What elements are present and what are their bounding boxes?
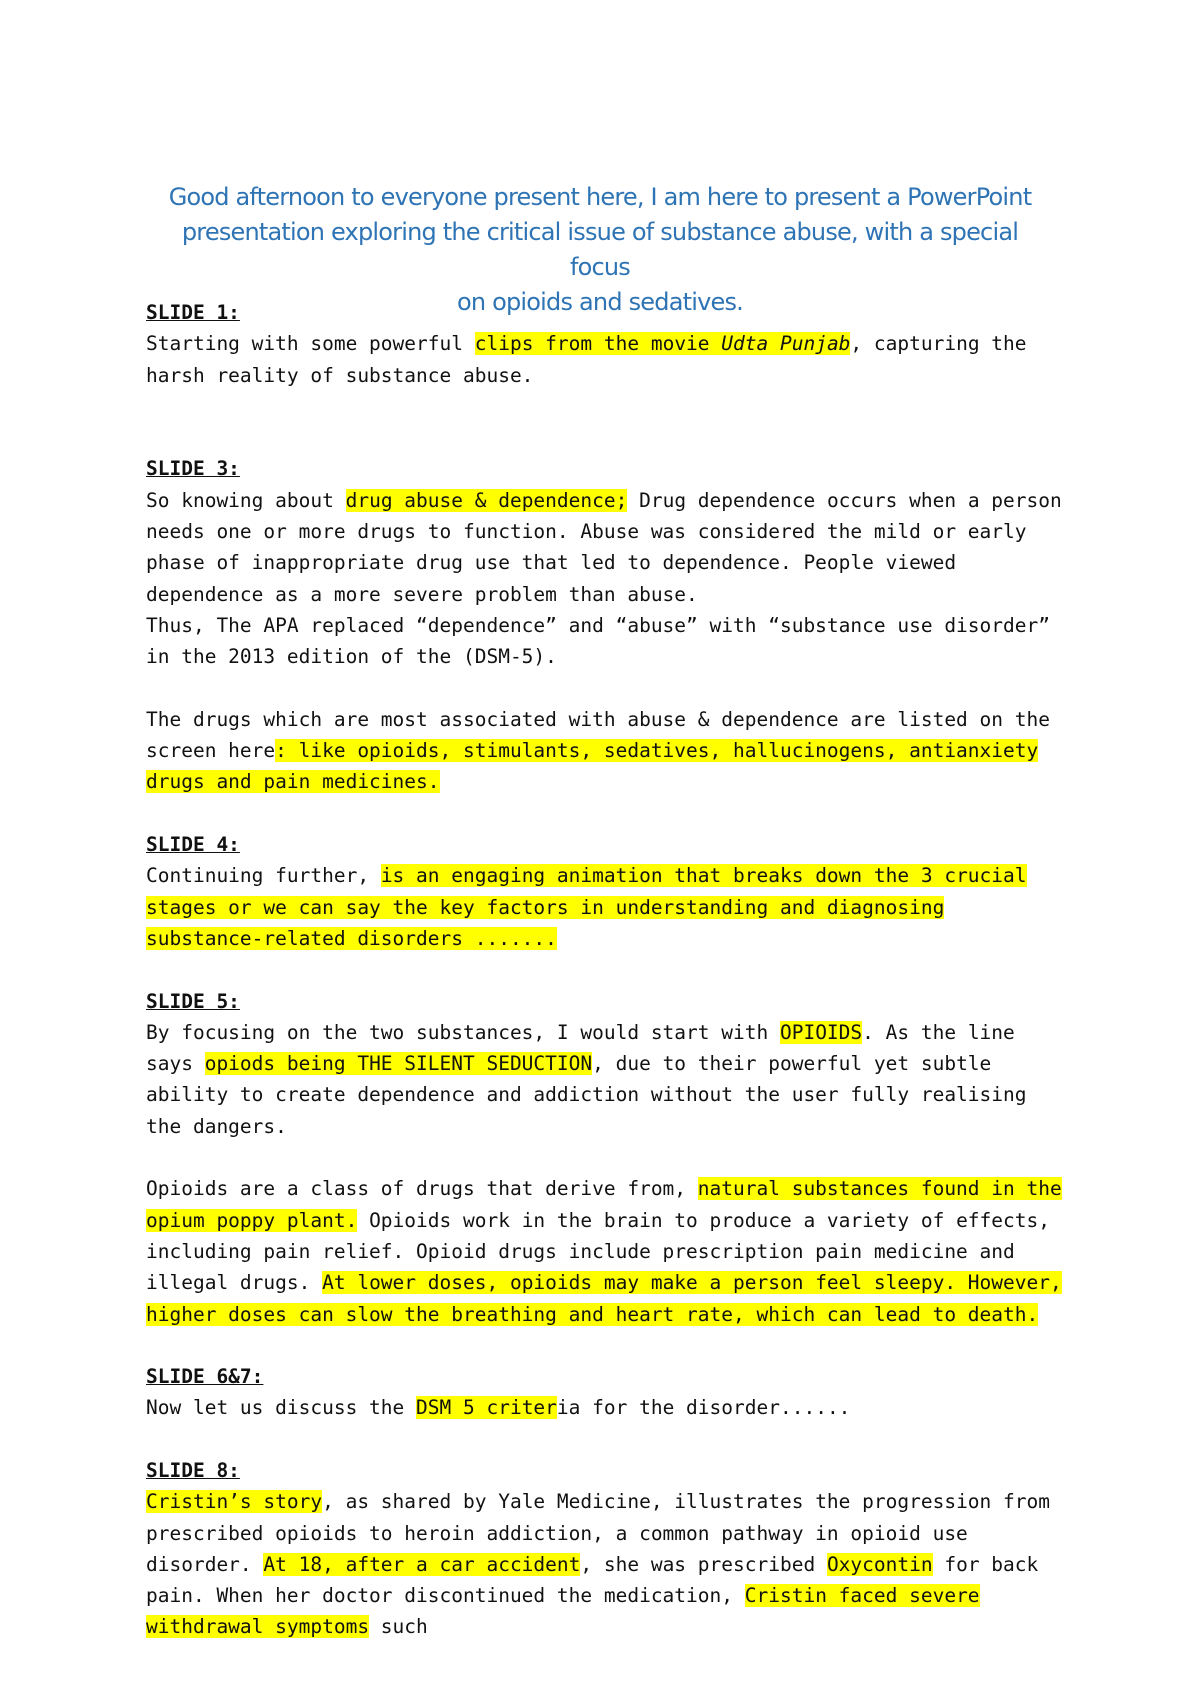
highlighted-text: Cristin’s story <box>146 1490 323 1514</box>
text-run: The drugs which are most associated with abuse & dependence are listed on the screen here <box>146 707 1050 763</box>
text-run: By focusing on the two substances, I would start with <box>146 1020 780 1044</box>
paragraph-spacer <box>146 673 1066 704</box>
intro-line: presentation exploring the critical issue of substance abuse, with a special focus <box>181 218 1019 281</box>
text-run: ia for the disorder...... <box>556 1396 851 1420</box>
paragraph <box>146 610 1066 673</box>
text-run: So knowing about <box>146 488 346 512</box>
text-run: , as shared by Yale Medicine, illustrates the progression from prescribed opioids to heroin addiction, a common pathway in opioid use disorder. <box>146 1490 1050 1576</box>
document-body <box>146 297 1066 1643</box>
section-spacer <box>146 1424 1066 1455</box>
text-run: , she was prescribed <box>580 1552 827 1576</box>
section-spacer <box>146 1330 1066 1361</box>
text-run: Now let us discuss the <box>146 1396 417 1420</box>
slide-section <box>146 1361 1066 1424</box>
text-run: such <box>369 1615 428 1639</box>
intro-line: Good afternoon to everyone present here, I am here to present a PowerPoint <box>168 183 1032 211</box>
text-run: Starting with some powerful <box>146 332 475 356</box>
section-spacer <box>146 391 1066 454</box>
slide-section <box>146 297 1066 391</box>
highlighted-text: opiods being THE SILENT SEDUCTION <box>204 1052 593 1076</box>
highlighted-text: Udta Punjab <box>721 332 851 356</box>
paragraph <box>146 1392 1066 1423</box>
paragraph <box>146 860 1066 954</box>
highlighted-text: At 18, after a car accident <box>263 1552 581 1576</box>
paragraph <box>146 485 1066 610</box>
highlighted-text: is an engaging animation that breaks down the 3 crucial stages or we can say the key factors in understanding and diagnosing substance-related disorders ....... <box>146 864 1027 950</box>
slide-heading: SLIDE 1: <box>146 301 240 324</box>
text-run: for back pain. When her doctor discontinued the medication, <box>146 1552 1039 1608</box>
paragraph-spacer <box>146 1142 1066 1173</box>
text-run: , capturing the harsh reality of substance abuse. <box>146 332 1027 387</box>
text-run: Opioids are a class of drugs that derive from, <box>146 1177 698 1201</box>
slide-heading: SLIDE 4: <box>146 833 240 857</box>
slide-heading: SLIDE 6&7: <box>146 1365 264 1389</box>
slide-section <box>146 453 1066 797</box>
paragraph <box>146 1173 1066 1329</box>
slide-section <box>146 986 1066 1330</box>
highlighted-text: Oxycontin <box>826 1552 933 1576</box>
text-run: Continuing further, <box>146 864 381 888</box>
highlighted-text: natural substances found in the opium poppy plant. <box>146 1177 1062 1232</box>
slide-section <box>146 829 1066 954</box>
highlighted-text: At lower doses, opioids may make a person feel sleepy. However, higher doses can slow the breathing and heart rate, which can lead to death. <box>146 1271 1062 1326</box>
text-run: , due to their powerful yet subtle ability to create dependence and addiction without the user fully realising the dangers. <box>146 1052 1027 1138</box>
slide-heading: SLIDE 5: <box>146 989 240 1013</box>
highlighted-text: Cristin faced severe withdrawal symptoms <box>146 1584 980 1639</box>
paragraph <box>146 1017 1066 1142</box>
intro-line: on opioids and sedatives. <box>456 288 743 316</box>
slide-section <box>146 1455 1066 1643</box>
highlighted-text: drug abuse & dependence; <box>345 488 628 512</box>
text-run: Thus, The APA replaced “dependence” and “abuse” with “substance use disorder” in the 2013 edition of the (DSM-5). <box>146 613 1050 669</box>
paragraph <box>146 704 1066 798</box>
slide-heading: SLIDE 8: <box>146 1458 240 1482</box>
section-spacer <box>146 798 1066 829</box>
paragraph <box>146 1486 1066 1642</box>
highlighted-text: : like opioids, stimulants, sedatives, hallucinogens, antianxiety drugs and pain medicines. <box>146 739 1039 794</box>
highlighted-text: OPIOIDS <box>779 1020 863 1044</box>
text-run: Drug dependence occurs when a person needs one or more drugs to function. Abuse was considered the mild or early phase of inappropriate drug use that led to dependence. People viewed dependence as a more severe problem than abuse. <box>146 488 1062 606</box>
paragraph <box>146 328 1066 391</box>
highlighted-text: clips from the movie <box>474 332 722 356</box>
slide-heading: SLIDE 3: <box>146 457 240 481</box>
text-run: Opioids work in the brain to produce a variety of effects, including pain relief. Opioid drugs include prescription pain medicine and illegal drugs. <box>146 1208 1050 1295</box>
section-spacer <box>146 954 1066 985</box>
text-run: . As the line says <box>146 1020 1015 1076</box>
highlighted-text: DSM 5 criter <box>416 1396 557 1420</box>
